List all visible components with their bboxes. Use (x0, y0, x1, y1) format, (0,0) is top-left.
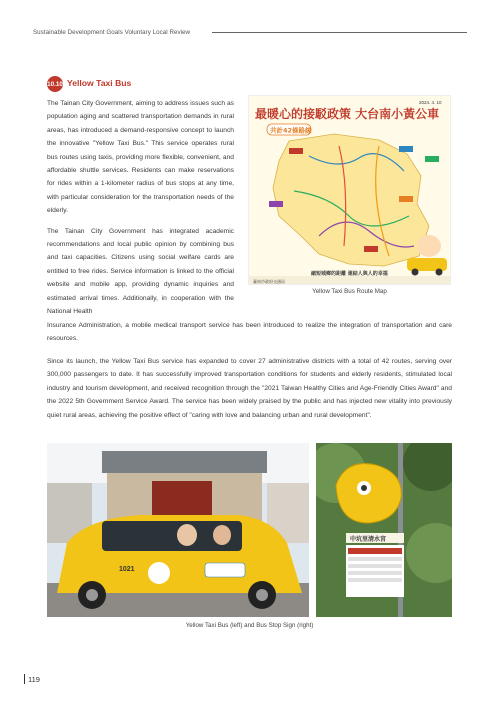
running-header: Sustainable Development Goals Voluntary Local Review (33, 29, 191, 36)
map-caption: Yellow Taxi Bus Route Map (312, 288, 387, 295)
map-slogan: 縮短城鄉的距離 連結人與人的幸福 (311, 271, 388, 277)
paragraph-4: Since its launch, the Yellow Taxi Bus service has expanded to cover 27 administrative districts with a total of 42 routes, serving over 300,000 passengers to date. It has successfully improved transportation conditions for students and elderly residents, stimulated local industry and tourism development, and received recognition through the "2021 Taiwan Healthy Cities and Age-Friendly Cities Award" and the 2022 5th Government Service Award. The service has been widely praised by the public and has injected new vitality into previously quiet rural areas, achieving the positive effect of "caring with love and balancing urban and rural development". (47, 358, 452, 419)
page-number: 119 (28, 675, 40, 684)
route-count-badge: 共計42條路線 (270, 126, 312, 135)
route-map-illustration (249, 96, 451, 285)
paragraph-2: The Tainan City Government has integrated academic recommendations and local public opinion by combining bus and taxi capacities. Citizens using social welfare cards are entitled to free rides. Service information is linked to the official website and mobile app, providing dynamic inquiries and estimated arrival times. Additionally, in cooperation with the National Health (47, 227, 234, 316)
yellow-taxi-illustration (47, 443, 309, 617)
map-agency: 臺南市政府交通局 (253, 279, 285, 284)
section-title: Yellow Taxi Bus (67, 78, 132, 88)
left-column (47, 97, 234, 326)
route-map-figure (248, 95, 451, 285)
page-number-rule (24, 674, 25, 684)
header-rule (212, 32, 467, 33)
paragraph-1: The Tainan City Government, aiming to address issues such as population aging and scattered transportation demands in rural areas, has introduced a demand-responsive concept to launch the innovative "Yellow Taxi Bus." This service operates rural bus routes using taxis, providing more flexible, convenient, and affordable shuttle services. Residents can make reservations for rides within a 1-kilometer radius of bus stops at any time, with particular consideration for the transportation needs of the elderly. (47, 100, 234, 215)
taxi-number: 1021 (119, 566, 135, 573)
photos-caption: Yellow Taxi Bus (left) and Bus Stop Sign (right) (185, 622, 314, 629)
bus-stop-name: 中坑里清水宮 (350, 536, 387, 543)
map-date: 2024. 4. 10 (419, 100, 442, 105)
bus-stop-sign-illustration (316, 443, 452, 617)
paragraph-3: Insurance Administration, a mobile medical transport service has been introduced to realize the integration of transportation and care resources. (47, 322, 452, 343)
bus-stop-sign-photo (316, 443, 452, 617)
map-headline: 最暖心的接駁政策 大台南小黃公車 (255, 107, 440, 121)
yellow-taxi-photo (47, 443, 309, 617)
section-number-badge: 10.10 (47, 76, 63, 92)
